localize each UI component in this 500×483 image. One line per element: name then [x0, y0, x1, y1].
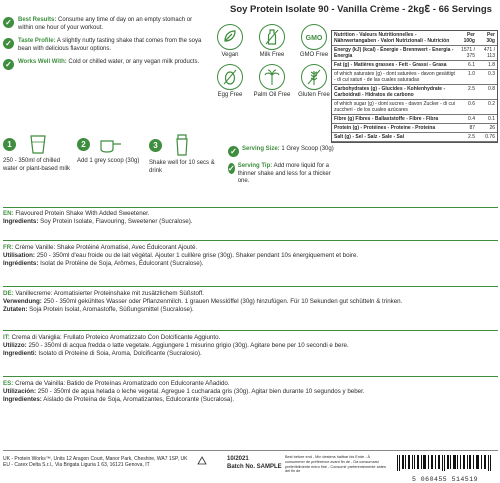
- usage-label: Verwendung:: [3, 298, 42, 306]
- usage-text: 250 - 350ml de agua helada o leche vegetal. Agregue 1 cucharada gris (30g). Agitar bien durante 10 segundos y beber.: [37, 388, 365, 396]
- serving-tip-row: [228, 163, 343, 186]
- info-item: [3, 17, 208, 32]
- step-text: Add 1 grey scoop (30g): [77, 158, 140, 164]
- glass-icon: [26, 133, 50, 155]
- lang-code: DE:: [3, 290, 14, 297]
- wheat-icon: [301, 64, 327, 90]
- ingredients-label: Ingredientes:: [3, 396, 42, 404]
- ingredients-text: Aislado de Proteína de Soja, Aromatizantes, Edulcorante (Sucralosa).: [43, 396, 235, 404]
- nutrition-row: of which sugar (g) - dont sucres - davon Zucker - di cui zuccheri - de los cuales azúcares 0.6 0.2: [334, 101, 495, 113]
- lang-code: EN:: [3, 210, 14, 217]
- lang-section-it: [3, 334, 498, 359]
- lang-desc: Flavoured Protein Shake With Added Sweetener.: [15, 210, 150, 217]
- badge-palm-oil-free: Palm Oil Free: [252, 64, 292, 98]
- lang-desc: Crema de Vainilla: Batido de Proteínas Aromatizado con Edulcorante Añadido.: [15, 380, 230, 387]
- nutrition-header-row: Nutrition - Valeurs Nutritionnelles - Nährwertangaben - Valori Nutrizionali - Nutrición Per 100g Per 30g: [334, 32, 495, 44]
- barcode-bars: [395, 455, 495, 471]
- milk-bottle-icon: [259, 24, 285, 50]
- svg-text:GMO: GMO: [305, 35, 323, 42]
- usage-text: 250 - 350ml di acqua fredda o latte vegetale. Aggiungere 1 misurino grigio (30g). Agitare bene per 10 secondi e bere.: [28, 342, 349, 350]
- nutrition-row: Energy (kJ) (kcal) - Énergie - Brennwert - Energia - Energía 1571 / 375 471 / 113: [334, 47, 495, 59]
- check-icon: ✓: [228, 146, 239, 157]
- ingredients-text: Isolato di Proteine di Soia, Aroma, Dolcificante (Sucralosio).: [38, 350, 202, 358]
- gmo-icon: [301, 24, 327, 50]
- ingredients-label: Ingredienti:: [3, 350, 37, 358]
- lang-section-de: [3, 290, 498, 315]
- info-text: Consume any time of day on an empty stomach or within one hour of your workout.: [18, 17, 193, 31]
- lang-desc: Crème Vanille: Shake Protéiné Aromatisé, Avec Édulcorant Ajouté.: [15, 244, 198, 251]
- eu-address: EU - Carex Delta S.r.l., Via Brigata Liguria 1 63, 16121 Genova, IT: [3, 462, 150, 469]
- check-icon: ✓: [3, 17, 14, 28]
- nutrition-row: Carbohydrates (g) - Glucides - Kohlenhydrate - Carboidrati - Hidratos de carbono 2.5 0.8: [334, 86, 495, 98]
- badge-gluten-free: Gluten Free: [294, 64, 334, 98]
- footer-divider: [3, 450, 498, 451]
- serving-tip-value: Add more liquid for a thinner shake and less for a thicker one.: [237, 163, 331, 184]
- info-label: Best Results:: [18, 17, 57, 23]
- info-section: [3, 17, 208, 70]
- serving-section: [228, 146, 343, 186]
- nutrition-row: Salt (g) - Sel - Salz - Sale - Sal 2.5 0.76: [334, 134, 495, 140]
- usage-text: 250 - 350ml d'eau froide ou de lait végétal. Ajouter 1 cuillère grise (30g). Shaker pendant 10s énergiquement et boire.: [36, 252, 359, 260]
- info-label: Works Well With:: [18, 59, 67, 65]
- badge-vegan: Vegan: [210, 24, 250, 58]
- lang-desc: Vanillecreme: Aromatisierter Proteinshake mit zusätzlichem Süßstoff.: [15, 290, 204, 297]
- serving-size-row: [228, 146, 343, 157]
- lang-code: FR:: [3, 244, 14, 251]
- serving-size-label: Serving Size:: [242, 146, 280, 152]
- badge-milk-free: Milk Free: [252, 24, 292, 58]
- step-number: 3: [149, 139, 162, 152]
- usage-label: Utilisation:: [3, 252, 35, 260]
- palm-tree-icon: [259, 64, 285, 90]
- divider: [3, 286, 498, 287]
- barcode-number: 5 060455 514519: [411, 476, 478, 483]
- badge-egg-free: Egg Free: [210, 64, 250, 98]
- usage-label: Utilización:: [3, 388, 37, 396]
- divider: [3, 330, 498, 331]
- serving-tip-label: Serving Tip:: [237, 163, 273, 169]
- lang-code: ES:: [3, 380, 14, 387]
- info-text: Cold or chilled water, or any vegan milk products.: [68, 59, 200, 65]
- info-item: [3, 59, 208, 70]
- check-icon: ✓: [3, 38, 14, 49]
- recycle-icon: [196, 455, 208, 467]
- leaf-icon: [217, 24, 243, 50]
- nutrition-row: of which saturates (g) - dont saturées - davon gesättigt - di cui saturi - de las cuales saturadas 1.0 0.3: [334, 71, 495, 83]
- ingredients-text: Isolat de Protéine de Soja, Arômes, Édulcorant (Sucralose).: [40, 260, 204, 268]
- ingredients-label: Ingredients:: [3, 218, 39, 226]
- step-2: [77, 133, 145, 175]
- uk-address: UK - Protein Works™, Units 12 Aragon Court, Manor Park, Cheshire, WA7 1SP, UK: [3, 456, 188, 462]
- divider: [3, 376, 498, 377]
- step-1: [3, 133, 73, 175]
- usage-text: 250 - 350ml gekühltes Wasser oder Pflanzenmilch. 1 grauen Messlöffel (30g) hinzufügen. Für 10 Sekunden gut schütteln & trinken.: [43, 298, 403, 306]
- lang-section-es: [3, 380, 498, 405]
- step-text: 250 - 350ml of chilled water or plant-based milk: [3, 158, 71, 172]
- check-icon: ✓: [228, 164, 235, 173]
- nutrition-row: Fat (g) - Matières grasses - Fett - Grassi - Grasa 6.1 1.8: [334, 62, 495, 68]
- info-item: [3, 38, 208, 53]
- lang-desc: Crema di Vaniglia: Frullato Proteico Aromatizzato Con Dolcificante Aggiunto.: [11, 334, 221, 341]
- product-title: Soy Protein Isolate 90 - Vanilla Crème - 2kgℇ - 66 Servings: [230, 4, 492, 15]
- nutrition-row: Fibre (g) Fibres - Ballaststoffe - Fibre - Fibra 0.4 0.1: [334, 116, 495, 122]
- date-code: 10/2021: [227, 456, 249, 462]
- divider: [3, 207, 498, 208]
- steps-section: [3, 133, 218, 175]
- step-number: 2: [77, 138, 90, 151]
- shaker-icon: [170, 133, 194, 157]
- info-label: Taste Profile:: [18, 38, 56, 44]
- divider: [3, 240, 498, 241]
- lang-section-fr: [3, 244, 498, 269]
- badge-gmo-free: GMO GMO Free: [294, 24, 334, 58]
- serving-size-value: 1 Grey Scoop (30g): [281, 146, 334, 152]
- nutrition-row: Protein (g) - Protéines - Proteine - Proteína 87 26: [334, 125, 495, 131]
- ingredients-text: Soy Protein Isolate, Flavouring, Sweetener (Sucralose).: [40, 218, 193, 226]
- ingredients-text: Soja Protein Isolat, Aromastoffe, Süßungsmittel (Sucralose).: [29, 306, 194, 314]
- ingredients-label: Ingrédients:: [3, 260, 39, 268]
- batch-number: Batch No. SAMPLE: [227, 463, 282, 470]
- step-text: Shake well for 10 secs & drink: [149, 160, 215, 174]
- barcode: [395, 455, 495, 483]
- usage-label: Utilizzo:: [3, 342, 27, 350]
- ingredients-label: Zutaten:: [3, 306, 28, 314]
- info-text: A slightly nutty tasting shake that comes from the soya bean with delicious flavour options.: [18, 38, 202, 52]
- best-before: Best before end - Min destens haltbar bis Ende - À consommer de préférence avant fin de - Da consumarsi preferibilmente entro fine - Consumir preferentemente antes del fin de: [285, 455, 386, 474]
- lang-code: IT:: [3, 334, 10, 341]
- step-3: [149, 133, 217, 175]
- check-icon: ✓: [3, 59, 14, 70]
- nutrition-table: [331, 30, 498, 143]
- scoop-icon: [98, 133, 124, 155]
- footer-addresses: [3, 456, 188, 469]
- egg-icon: [217, 64, 243, 90]
- batch-info: [227, 456, 282, 471]
- badge-grid: [210, 24, 340, 98]
- lang-section-en: [3, 210, 498, 226]
- step-number: 1: [3, 138, 16, 151]
